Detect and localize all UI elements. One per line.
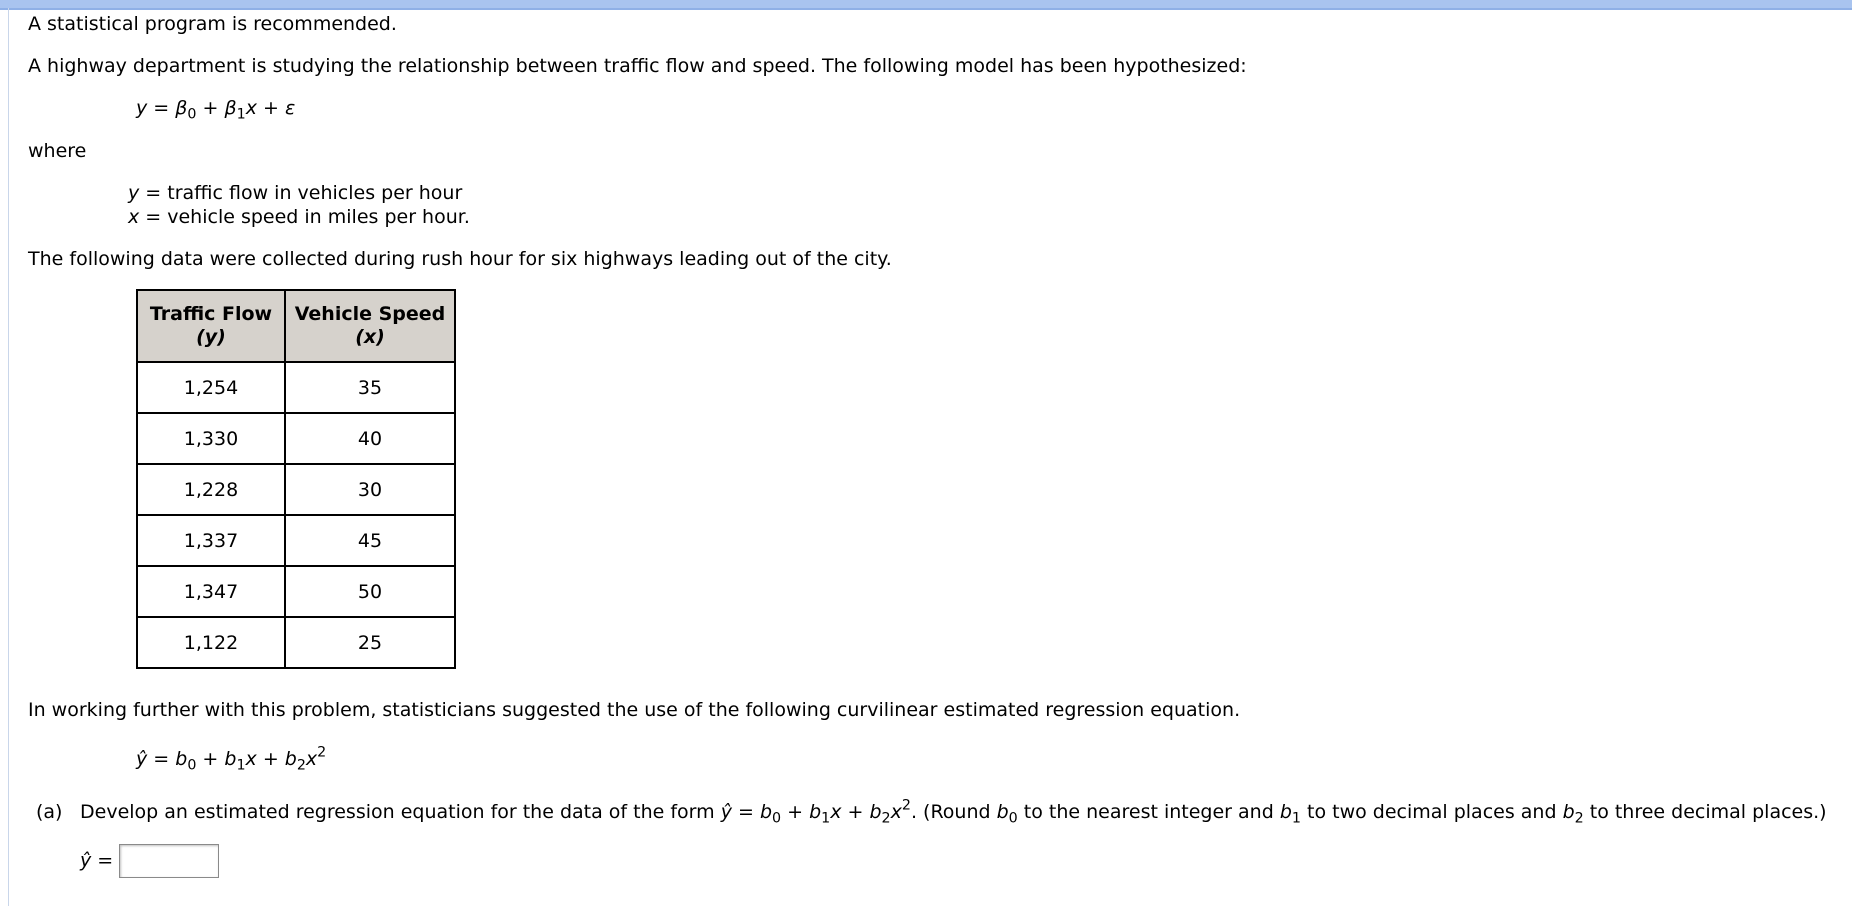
header-traffic-flow: Traffic Flow (y) (137, 290, 285, 362)
traffic-flow-cell: 1,330 (137, 413, 285, 464)
where-label: where (28, 140, 87, 162)
part-a-label: (a) (36, 801, 63, 823)
traffic-flow-cell: 1,347 (137, 566, 285, 617)
traffic-flow-cell: 1,254 (137, 362, 285, 413)
answer-label: ŷ = (80, 849, 114, 872)
table-row (137, 464, 455, 515)
problem-description: A highway department is studying the relationship between traffic flow and speed. The following model has been hypothesized: (28, 55, 1247, 77)
header-vehicle-speed: Vehicle Speed (x) (285, 290, 455, 362)
curvilinear-equation: ŷ = $b_0 + b_1x + b_2x^2$ (136, 744, 327, 774)
top-border (0, 0, 1852, 10)
definition-x: x = vehicle speed in miles per hour. (128, 206, 470, 228)
part-a-question: (a) Develop an estimated regression equation for the data of the form ŷ = $b_0 + b_1x + b_2x^2$. (Round $b_0$ to the nearest integer and $b_1$ to two decimal places and $b_2$ to three decimal places.) (36, 797, 1827, 827)
traffic-flow-cell: 1,228 (137, 464, 285, 515)
curvilinear-intro-text: In working further with this problem, statisticians suggested the use of the following curvilinear estimated regression equation. (28, 699, 1241, 721)
vehicle-speed-cell: 35 (285, 362, 455, 413)
model-equation: $y = \beta_0 + \beta_1x + \varepsilon$ (136, 97, 296, 123)
vehicle-speed-cell: 50 (285, 566, 455, 617)
left-border (8, 8, 9, 906)
data-table (136, 289, 456, 669)
traffic-flow-cell: 1,122 (137, 617, 285, 668)
definition-y: y = traffic flow in vehicles per hour (128, 182, 463, 204)
table-row (137, 413, 455, 464)
vehicle-speed-cell: 25 (285, 617, 455, 668)
table-row (137, 515, 455, 566)
table-row (137, 617, 455, 668)
vehicle-speed-cell: 30 (285, 464, 455, 515)
table-header-row (137, 290, 455, 362)
vehicle-speed-cell: 40 (285, 413, 455, 464)
table-row (137, 362, 455, 413)
answer-row (80, 844, 219, 878)
table-row (137, 566, 455, 617)
traffic-flow-cell: 1,337 (137, 515, 285, 566)
data-intro-text: The following data were collected during rush hour for six highways leading out of the city. (28, 248, 892, 270)
answer-input[interactable] (119, 844, 219, 878)
intro-text: A statistical program is recommended. (28, 13, 397, 35)
vehicle-speed-cell: 45 (285, 515, 455, 566)
